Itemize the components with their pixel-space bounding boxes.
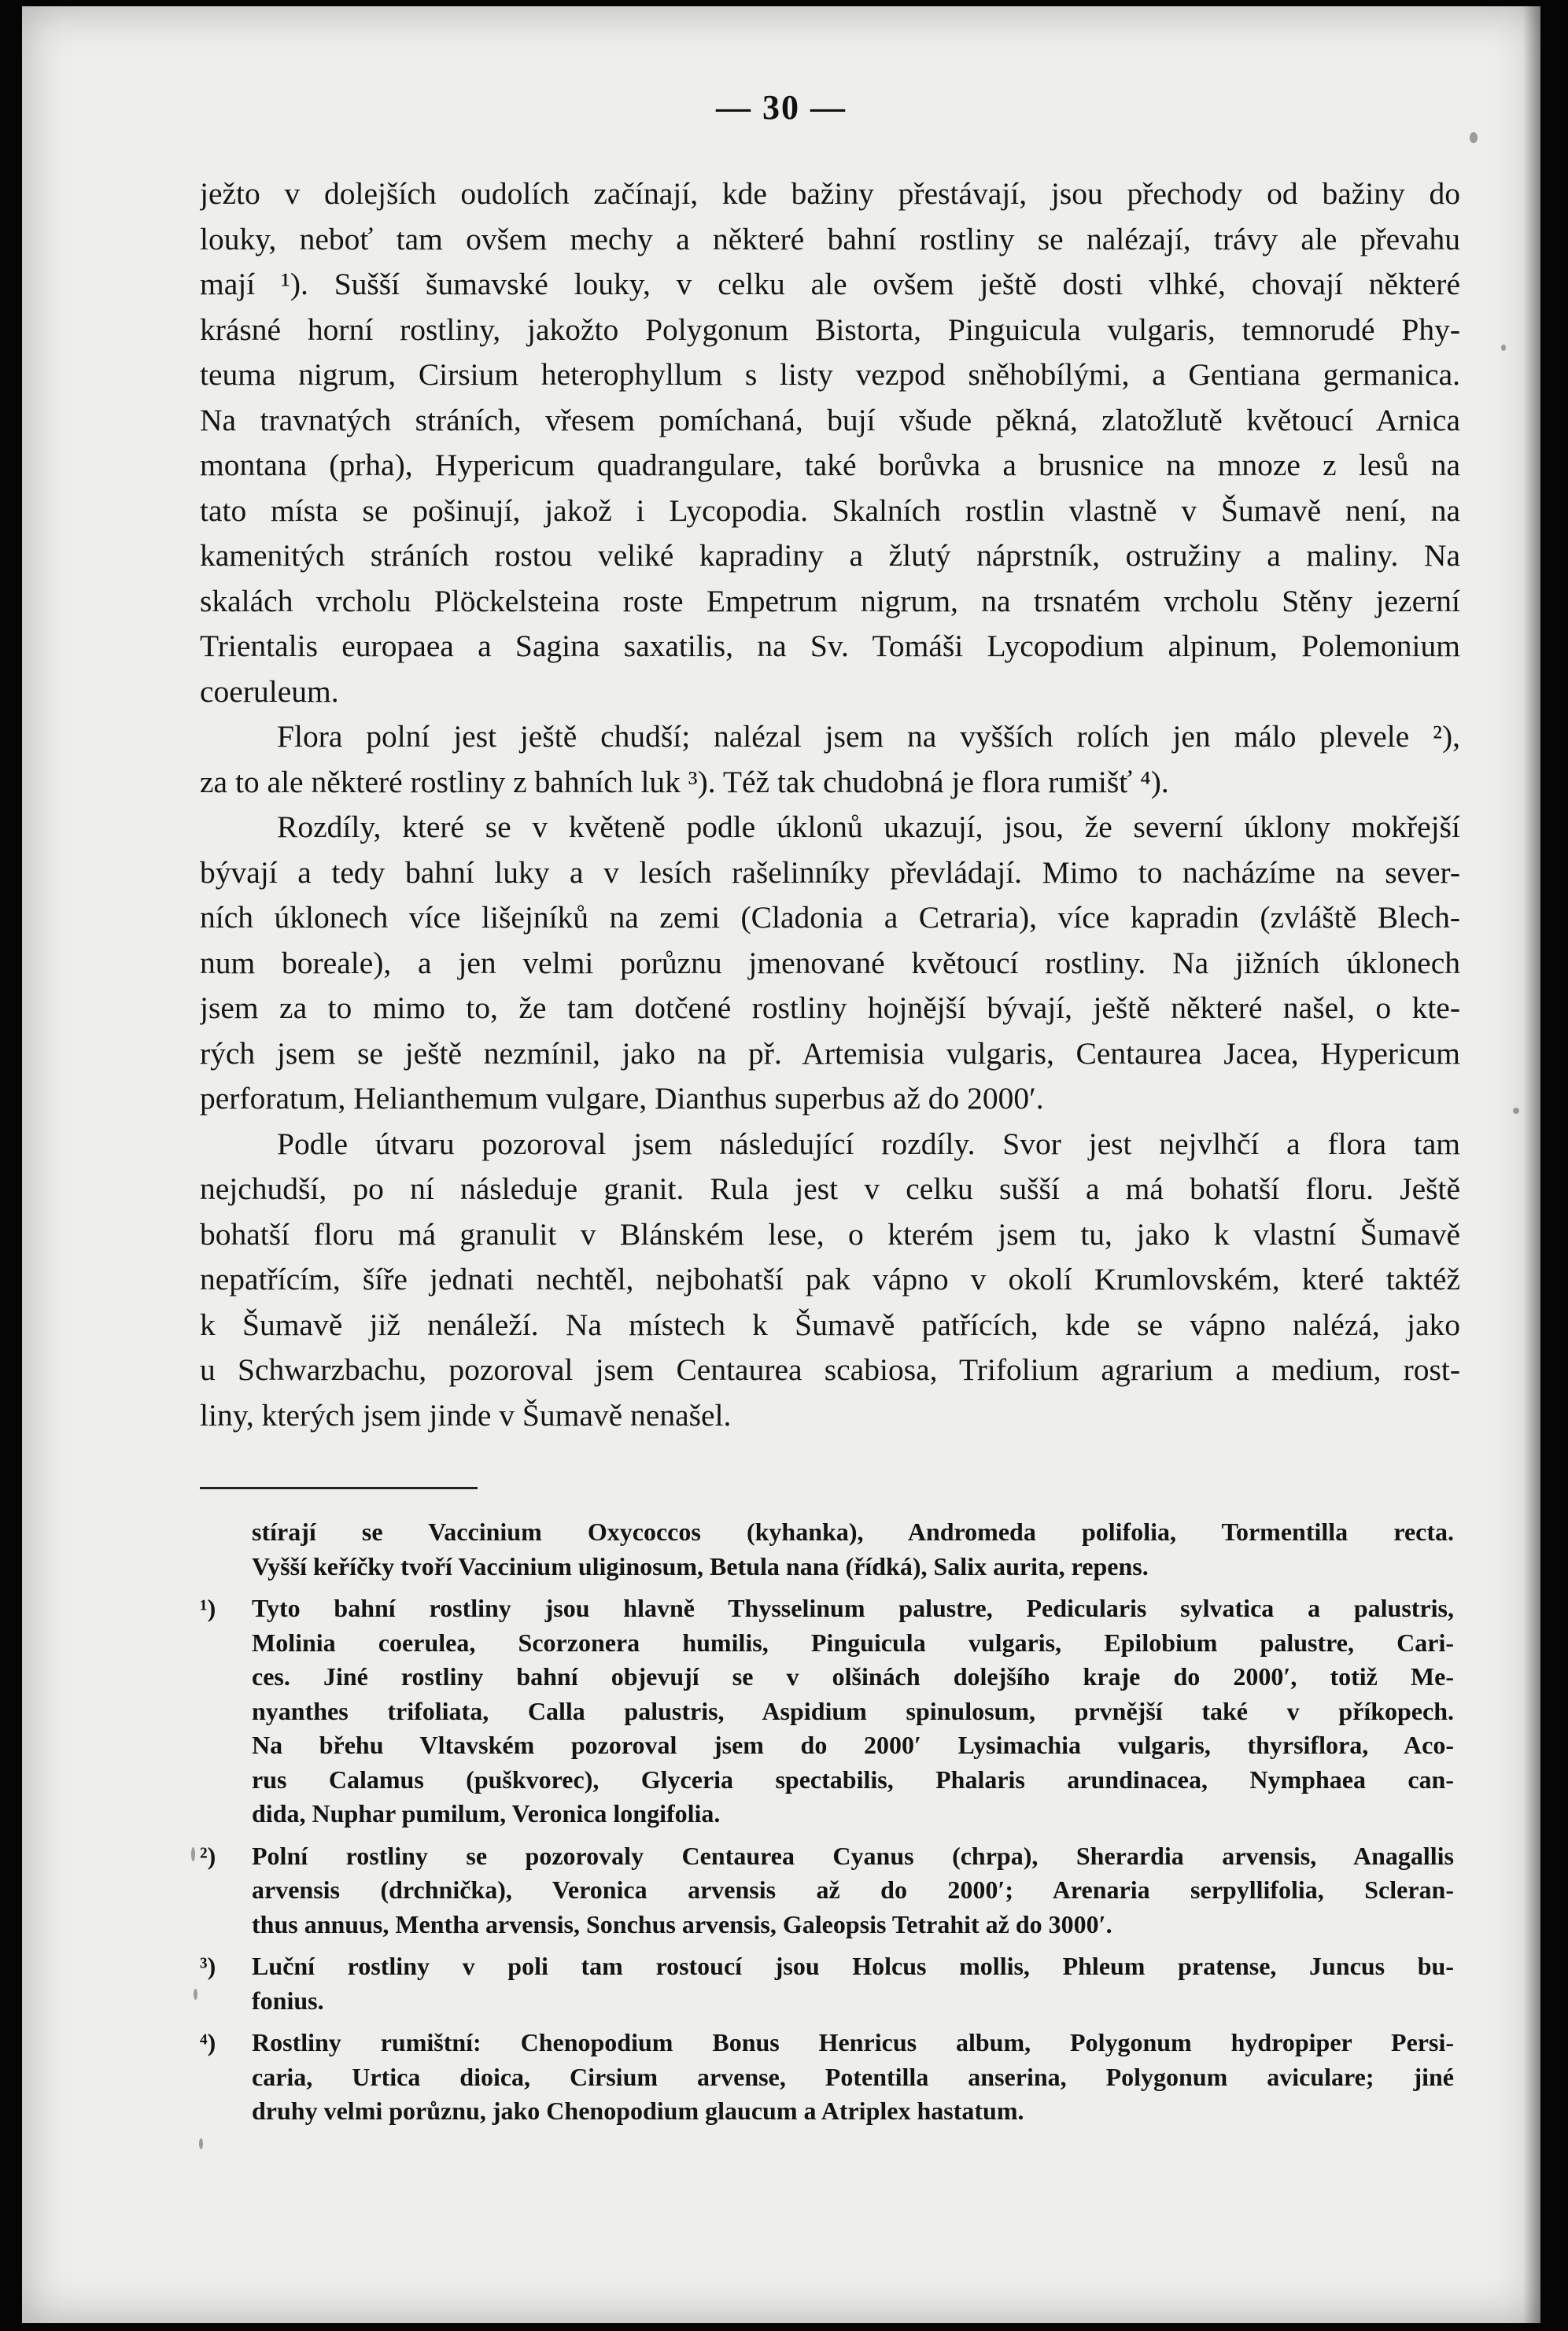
text-line: montana (prha), Hypericum quadrangulare, také borůvka a brusnice na mnoze z lesů na [200, 448, 1460, 482]
footnote [200, 2026, 1454, 2129]
footnote-gap [252, 2018, 1454, 2026]
scanned-page [22, 6, 1540, 2323]
main-text [200, 172, 1460, 1438]
footnote [200, 1839, 1454, 1942]
text-line: perforatum, Helianthemum vulgare, Dianthus superbus až do 2000′. [200, 1081, 1044, 1116]
text-line: rých jsem se ještě nezmínil, jako na př. Artemisia vulgaris, Centaurea Jacea, Hypericum [200, 1035, 1460, 1071]
footnote-line: rus Calamus (puškvorec), Glyceria spectabilis, Phalaris arundinacea, Nymphaea can- [252, 1765, 1454, 1794]
text-line: louky, neboť tam ovšem mechy a některé bahní rostliny se nalézají, trávy ale převahu [200, 221, 1460, 256]
footnote-gap [252, 1942, 1454, 1949]
footnote-line: nyanthes trifoliata, Calla palustris, Aspidium spinulosum, prvnější také v příkopech. [252, 1696, 1454, 1725]
footnote-line: Polní rostliny se pozorovaly Centaurea Cyanus (chrpa), Sherardia arvensis, Anagallis [252, 1841, 1454, 1870]
text-line: mají ¹). Sušší šumavské louky, v celku ale ovšem ještě dosti vlhké, chovají některé [200, 267, 1460, 301]
footnote-continuation-line: Vyšší keříčky tvoří Vaccinium uliginosum, Betula nana (řídká), Salix aurita, repens. [252, 1551, 1149, 1580]
footnote-line: thus annuus, Mentha arvensis, Sonchus arvensis, Galeopsis Tetrahit až do 3000′. [252, 1909, 1112, 1938]
text-line: nejchudší, po ní následuje granit. Rula jest v celku sušší a má bohatší floru. Ještě [200, 1171, 1460, 1206]
text-line: jsem za to mimo to, že tam dotčené rostliny hojnější bývají, ještě některé našel, o kte- [200, 990, 1460, 1025]
footnote-line: dida, Nuphar pumilum, Veronica longifolia. [252, 1799, 721, 1828]
text-line: ježto v dolejších oudolích začínají, kde bažiny přestávají, jsou přechody od bažiny do [200, 176, 1460, 211]
text-line: tato místa se pošinují, jakož i Lycopodia. Skalních rostlin vlastně v Šumavě není, na [200, 492, 1460, 528]
text-line: nepatřícím, šíře jednati nechtěl, nejbohatší pak vápno v okolí Krumlovském, které taktéž [200, 1262, 1460, 1296]
footnote-line: Luční rostliny v poli tam rostoucí jsou Holcus mollis, Phleum pratense, Juncus bu- [252, 1952, 1454, 1980]
scan-speck [1501, 345, 1506, 351]
scan-speck [191, 1847, 195, 1861]
text-line: Podle útvaru pozoroval jsem následující rozdíly. Svor jest nejvlhčí a flora tam [277, 1126, 1460, 1161]
footnote-line: Molinia coerulea, Scorzonera humilis, Pinguicula vulgaris, Epilobium palustre, Cari- [252, 1628, 1454, 1657]
footnote-marker: ²) [200, 1841, 216, 1870]
text-line: ních úklonech více lišejníků na zemi (Cladonia a Cetraria), více kapradin (zvláště Blech- [200, 900, 1460, 935]
text-line: u Schwarzbachu, pozoroval jsem Centaurea scabiosa, Trifolium agrarium a medium, rost- [200, 1352, 1460, 1387]
footnote-marker: ¹) [200, 1594, 216, 1622]
text-line: coeruleum. [200, 673, 339, 709]
text-line: Flora polní jest ještě chudší; nalézal jsem na vyšších rolích jen málo plevele ²), [277, 719, 1460, 754]
footnote-line: fonius. [252, 1986, 324, 2015]
scan-edge-shadow [1523, 6, 1540, 2323]
footnote-gap [252, 1584, 1454, 1591]
footnote-continuation-line: stírají se Vaccinium Oxycoccos (kyhanka), Andromeda polifolia, Tormentilla recta. [252, 1518, 1454, 1546]
footnote-line: Rostliny rumištní: Chenopodium Bonus Henricus album, Polygonum hydropiper Persi- [252, 2028, 1454, 2056]
text-line: Rozdíly, které se v květeně podle úklonů ukazují, jsou, že severní úklony mokřejší [277, 810, 1460, 844]
text-line: krásné horní rostliny, jakožto Polygonum Bistorta, Pinguicula vulgaris, temnorudé Phy- [200, 312, 1460, 347]
footnote-marker: ⁴) [200, 2028, 216, 2056]
text-line: bohatší floru má granulit v Blánském lese, o kterém jsem tu, jako k vlastní Šumavě [200, 1216, 1460, 1252]
scan-speck [1470, 132, 1478, 143]
page-number: — 30 — [716, 88, 847, 127]
footnote-line: druhy velmi porůznu, jako Chenopodium glaucum a Atriplex hastatum. [252, 2097, 1024, 2125]
footnote-marker: ³) [200, 1952, 216, 1980]
text-line: Na travnatých stráních, vřesem pomíchaná, bují všude pěkná, zlatožlutě květoucí Arnica [200, 402, 1460, 437]
footnote-line: caria, Urtica dioica, Cirsium arvense, Potentilla anserina, Polygonum aviculare; jiné [252, 2062, 1454, 2091]
footnote-gap [252, 1831, 1454, 1839]
text-line: teuma nigrum, Cirsium heterophyllum s listy vezpod sněhobílými, a Gentiana germanica. [200, 357, 1460, 392]
scan-speck [199, 2138, 203, 2149]
scan-speck [1513, 1108, 1519, 1114]
text-line: skalách vrcholu Plöckelsteina roste Empetrum nigrum, na trsnatém vrcholu Stěny jezerní [200, 583, 1460, 618]
text-line: k Šumavě již nenáleží. Na místech k Šumavě patřících, kde se vápno nalézá, jako [200, 1307, 1460, 1342]
footnote [200, 1949, 1454, 2018]
text-line: num boreale), a jen velmi porůznu jmenované květoucí rostliny. Na jižních úklonech [200, 945, 1460, 980]
footnote-line: arvensis (drchnička), Veronica arvensis až do 2000′; Arenaria serpyllifolia, Scleran- [252, 1875, 1454, 1904]
text-line: Trientalis europaea a Sagina saxatilis, na Sv. Tomáši Lycopodium alpinum, Polemonium [200, 629, 1460, 663]
footnote-line: Tyto bahní rostliny jsou hlavně Thysselinum palustre, Pedicularis sylvatica a palustris, [252, 1594, 1454, 1622]
footnote [200, 1591, 1454, 1831]
footnote-line: Na břehu Vltavském pozoroval jsem do 2000′ Lysimachia vulgaris, thyrsiflora, Aco- [252, 1731, 1454, 1759]
text-line: kamenitých stráních rostou veliké kapradiny a žlutý náprstník, ostružiny a maliny. Na [200, 538, 1460, 573]
text-line: liny, kterých jsem jinde v Šumavě nenašel. [200, 1397, 732, 1433]
text-line: bývají a tedy bahní luky a v lesích rašelinníky převládají. Mimo to nacházíme na sever- [200, 854, 1460, 890]
text-line: za to ale některé rostliny z bahních luk ³). Též tak chudobná je flora rumišť ⁴). [200, 764, 1169, 799]
footnote-line: ces. Jiné rostliny bahní objevují se v olšinách dolejšího kraje do 2000′, totiž Me- [252, 1662, 1454, 1691]
footnotes [200, 1515, 1454, 2129]
scan-speck [194, 1989, 197, 2000]
footnote-separator [200, 1487, 478, 1489]
